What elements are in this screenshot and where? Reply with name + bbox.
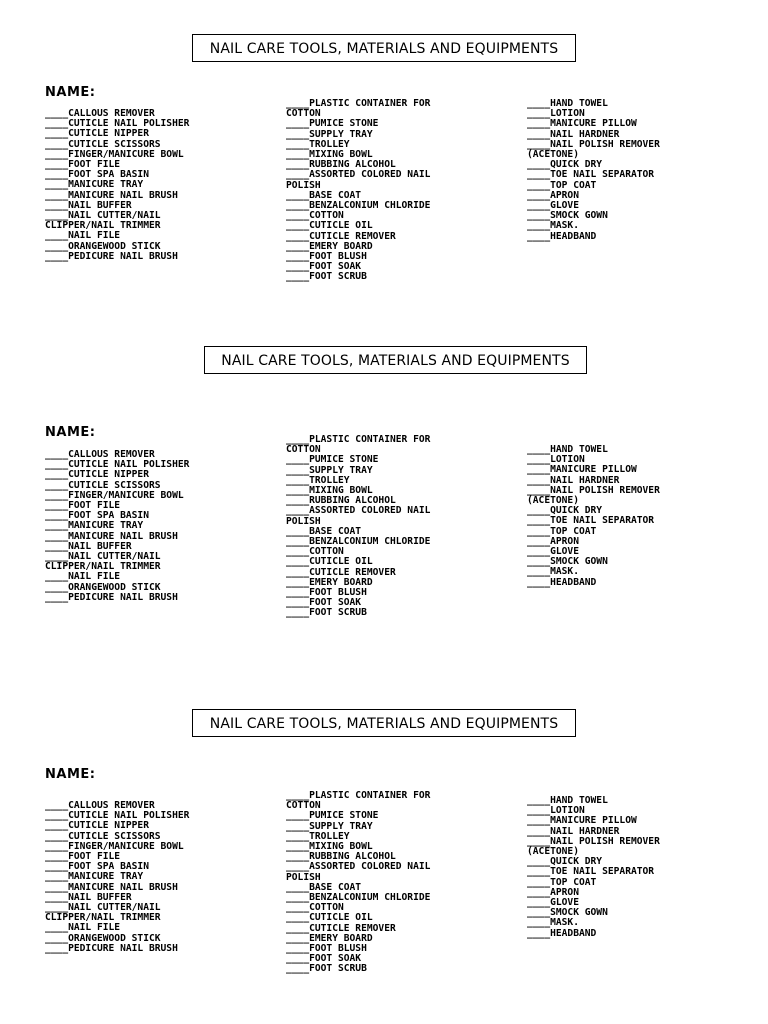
checklist-item: ____NAIL BUFFER xyxy=(45,199,132,211)
checklist-item: ____FINGER/MANICURE BOWL xyxy=(45,840,184,852)
checklist-item: ____LOTION xyxy=(527,454,585,466)
checklist-item: ____CUTICLE NAIL POLISHER xyxy=(45,459,190,471)
checklist-item: ____NAIL BUFFER xyxy=(45,540,132,552)
checklist-item: ____NAIL POLISH REMOVER xyxy=(527,835,660,847)
checklist-item: ____TROLLEY xyxy=(286,138,350,150)
checklist-item: CLIPPER/NAIL TRIMMER xyxy=(45,912,161,924)
checklist-item: ____FOOT FILE xyxy=(45,500,121,512)
checklist-item: ____BENZALCONIUM CHLORIDE xyxy=(286,536,431,548)
checklist-item: ____HEADBAND xyxy=(527,576,597,588)
checklist-item: ____TROLLEY xyxy=(286,830,350,842)
checklist-item: COTTON xyxy=(286,444,321,456)
checklist-item: ____RUBBING ALCOHOL xyxy=(286,159,396,171)
checklist-item: ____PLASTIC CONTAINER FOR xyxy=(286,434,431,445)
checklist-item: ____CUTICLE NIPPER xyxy=(45,128,149,140)
checklist-item: POLISH xyxy=(286,871,321,883)
checklist-item: ____HAND TOWEL xyxy=(527,98,608,109)
name-label: NAME: xyxy=(45,425,96,440)
checklist-item: ____BASE COAT xyxy=(286,525,362,537)
checklist-item: (ACETONE) xyxy=(527,846,579,858)
checklist-item: ____EMERY BOARD xyxy=(286,932,373,944)
checklist-item: ____HAND TOWEL xyxy=(527,795,608,806)
checklist-item: ____CUTICLE NAIL POLISHER xyxy=(45,118,190,130)
checklist-item: ____HEADBAND xyxy=(527,927,597,939)
checklist-item: ____PLASTIC CONTAINER FOR xyxy=(286,98,431,109)
checklist-item: (ACETONE) xyxy=(527,495,579,507)
checklist-item: ____SUPPLY TRAY xyxy=(286,464,373,476)
checklist-item: ____MANICURE TRAY xyxy=(45,520,144,532)
section-title: NAIL CARE TOOLS, MATERIALS AND EQUIPMENTS xyxy=(192,34,576,62)
checklist-item: ____CALLOUS REMOVER xyxy=(45,449,155,460)
checklist-item: ____EMERY BOARD xyxy=(286,240,373,252)
checklist-item: ____SMOCK GOWN xyxy=(527,907,608,919)
checklist-item: ____EMERY BOARD xyxy=(286,576,373,588)
checklist-item: ____QUICK DRY xyxy=(527,856,603,868)
checklist-item: ____CUTICLE REMOVER xyxy=(286,922,396,934)
checklist-item: ____MIXING BOWL xyxy=(286,149,373,161)
checklist-item: ____NAIL POLISH REMOVER xyxy=(527,484,660,496)
checklist-item: ____FOOT FILE xyxy=(45,851,121,863)
checklist-item: ____ASSORTED COLORED NAIL xyxy=(286,505,431,517)
checklist-item: ____FOOT BLUSH xyxy=(286,587,367,599)
section-title: NAIL CARE TOOLS, MATERIALS AND EQUIPMENTS xyxy=(192,709,576,737)
checklist-item: ____TOE NAIL SEPARATOR xyxy=(527,169,655,181)
tools-column-3 xyxy=(527,796,660,939)
checklist-item: ____FOOT SPA BASIN xyxy=(45,169,149,181)
checklist-item: ____CUTICLE NAIL POLISHER xyxy=(45,810,190,822)
checklist-item: ____FOOT SPA BASIN xyxy=(45,861,149,873)
checklist-item: ____CUTICLE OIL xyxy=(286,912,373,924)
tools-column-3 xyxy=(527,445,660,588)
checklist-item: POLISH xyxy=(286,179,321,191)
checklist-item: ____BASE COAT xyxy=(286,881,362,893)
checklist-item: ____COTTON xyxy=(286,546,344,558)
checklist-item: ____APRON xyxy=(527,535,579,547)
checklist-item: ____HEADBAND xyxy=(527,230,597,242)
checklist-item: ____MASK. xyxy=(527,917,579,929)
checklist-item: ____FOOT SCRUB xyxy=(286,607,367,619)
checklist-item: ____ASSORTED COLORED NAIL xyxy=(286,861,431,873)
checklist-item: ____GLOVE xyxy=(527,897,579,909)
checklist-item: ____NAIL CUTTER/NAIL xyxy=(45,902,161,914)
checklist-item: ____RUBBING ALCOHOL xyxy=(286,851,396,863)
checklist-item: ____MANICURE TRAY xyxy=(45,179,144,191)
checklist-item: ____CUTICLE REMOVER xyxy=(286,566,396,578)
checklist-item: ____FOOT BLUSH xyxy=(286,943,367,955)
checklist-item: ____HAND TOWEL xyxy=(527,444,608,455)
checklist-item: ____LOTION xyxy=(527,805,585,817)
checklist-item: ____FINGER/MANICURE BOWL xyxy=(45,489,184,501)
tools-column-1 xyxy=(45,109,189,262)
checklist-item: ____MANICURE NAIL BRUSH xyxy=(45,189,178,201)
checklist-item: ____CALLOUS REMOVER xyxy=(45,800,155,811)
checklist-item: ____QUICK DRY xyxy=(527,159,603,171)
checklist-item: ____QUICK DRY xyxy=(527,505,603,517)
tools-column-3 xyxy=(527,99,660,242)
checklist-item: ____MANICURE NAIL BRUSH xyxy=(45,881,178,893)
tools-column-2 xyxy=(286,791,430,975)
checklist-item: ____CUTICLE SCISSORS xyxy=(45,830,161,842)
checklist-item: ____CUTICLE OIL xyxy=(286,220,373,232)
checklist-item: ____MANICURE PILLOW xyxy=(527,118,637,130)
checklist-item: ____PUMICE STONE xyxy=(286,454,379,466)
checklist-item: ____GLOVE xyxy=(527,200,579,212)
tools-column-2 xyxy=(286,99,430,283)
checklist-item: ____PUMICE STONE xyxy=(286,810,379,822)
checklist-item: ____COTTON xyxy=(286,210,344,222)
checklist-item: ____SUPPLY TRAY xyxy=(286,128,373,140)
checklist-item: ____FOOT SCRUB xyxy=(286,963,367,975)
checklist-item: ____MANICURE NAIL BRUSH xyxy=(45,530,178,542)
tools-column-1 xyxy=(45,801,189,954)
checklist-item: ____PUMICE STONE xyxy=(286,118,379,130)
checklist-item: ____SMOCK GOWN xyxy=(527,210,608,222)
checklist-item: ____ASSORTED COLORED NAIL xyxy=(286,169,431,181)
checklist-item: ____FOOT SOAK xyxy=(286,261,362,273)
checklist-item: ____NAIL CUTTER/NAIL xyxy=(45,551,161,563)
checklist-item: ____FOOT SOAK xyxy=(286,953,362,965)
checklist-item: POLISH xyxy=(286,515,321,527)
tools-column-1 xyxy=(45,450,189,603)
checklist-item: ____PEDICURE NAIL BRUSH xyxy=(45,942,178,954)
checklist-item: ____MIXING BOWL xyxy=(286,841,373,853)
checklist-item: ____SMOCK GOWN xyxy=(527,556,608,568)
checklist-item: ____CUTICLE REMOVER xyxy=(286,230,396,242)
checklist-item: ____RUBBING ALCOHOL xyxy=(286,495,396,507)
checklist-item: ____MANICURE PILLOW xyxy=(527,815,637,827)
checklist-item: ____NAIL HARDNER xyxy=(527,825,620,837)
checklist-item: ____APRON xyxy=(527,189,579,201)
tools-column-2 xyxy=(286,435,430,619)
checklist-item: ____ORANGEWOOD STICK xyxy=(45,932,161,944)
checklist-item: ____FOOT SOAK xyxy=(286,597,362,609)
checklist-item: ____FOOT FILE xyxy=(45,159,121,171)
name-label: NAME: xyxy=(45,85,96,100)
checklist-item: ____NAIL FILE xyxy=(45,922,121,934)
checklist-item: ____MANICURE PILLOW xyxy=(527,464,637,476)
checklist-item: ____CUTICLE SCISSORS xyxy=(45,138,161,150)
checklist-item: ____NAIL HARDNER xyxy=(527,474,620,486)
checklist-item: ____TROLLEY xyxy=(286,474,350,486)
checklist-item: ____COTTON xyxy=(286,902,344,914)
checklist-item: ____MANICURE TRAY xyxy=(45,871,144,883)
checklist-item: ____LOTION xyxy=(527,108,585,120)
checklist-item: ____ORANGEWOOD STICK xyxy=(45,581,161,593)
checklist-item: ____BASE COAT xyxy=(286,189,362,201)
checklist-item: ____BENZALCONIUM CHLORIDE xyxy=(286,200,431,212)
checklist-item: ____TOE NAIL SEPARATOR xyxy=(527,866,655,878)
checklist-item: ____NAIL FILE xyxy=(45,230,121,242)
checklist-item: ____CUTICLE SCISSORS xyxy=(45,479,161,491)
checklist-item: ____BENZALCONIUM CHLORIDE xyxy=(286,892,431,904)
checklist-item: ____FINGER/MANICURE BOWL xyxy=(45,148,184,160)
checklist-item: ____GLOVE xyxy=(527,546,579,558)
checklist-item: ____TOE NAIL SEPARATOR xyxy=(527,515,655,527)
checklist-item: ____FOOT SPA BASIN xyxy=(45,510,149,522)
checklist-item: ____FOOT SCRUB xyxy=(286,271,367,283)
checklist-item: ____CUTICLE NIPPER xyxy=(45,469,149,481)
section-title: NAIL CARE TOOLS, MATERIALS AND EQUIPMENTS xyxy=(204,346,587,374)
checklist-item: ____MIXING BOWL xyxy=(286,485,373,497)
checklist-item: ____TOP COAT xyxy=(527,876,597,888)
checklist-item: ____CUTICLE NIPPER xyxy=(45,820,149,832)
checklist-item: ____NAIL POLISH REMOVER xyxy=(527,138,660,150)
checklist-item: ____PEDICURE NAIL BRUSH xyxy=(45,591,178,603)
checklist-item: ____NAIL CUTTER/NAIL xyxy=(45,210,161,222)
checklist-item: ____NAIL HARDNER xyxy=(527,128,620,140)
checklist-item: ____TOP COAT xyxy=(527,179,597,191)
checklist-item: CLIPPER/NAIL TRIMMER xyxy=(45,220,161,232)
checklist-item: ____TOP COAT xyxy=(527,525,597,537)
checklist-item: ____ORANGEWOOD STICK xyxy=(45,240,161,252)
checklist-item: ____NAIL BUFFER xyxy=(45,891,132,903)
checklist-item: ____FOOT BLUSH xyxy=(286,251,367,263)
checklist-item: ____APRON xyxy=(527,886,579,898)
checklist-item: COTTON xyxy=(286,108,321,120)
checklist-item: ____NAIL FILE xyxy=(45,571,121,583)
checklist-item: ____SUPPLY TRAY xyxy=(286,820,373,832)
checklist-item: ____MASK. xyxy=(527,566,579,578)
checklist-item: ____PEDICURE NAIL BRUSH xyxy=(45,250,178,262)
checklist-item: ____MASK. xyxy=(527,220,579,232)
checklist-item: ____PLASTIC CONTAINER FOR xyxy=(286,790,431,801)
checklist-item: CLIPPER/NAIL TRIMMER xyxy=(45,561,161,573)
checklist-item: ____CUTICLE OIL xyxy=(286,556,373,568)
checklist-item: COTTON xyxy=(286,800,321,812)
name-label: NAME: xyxy=(45,767,96,782)
checklist-item: ____CALLOUS REMOVER xyxy=(45,108,155,119)
checklist-item: (ACETONE) xyxy=(527,149,579,161)
